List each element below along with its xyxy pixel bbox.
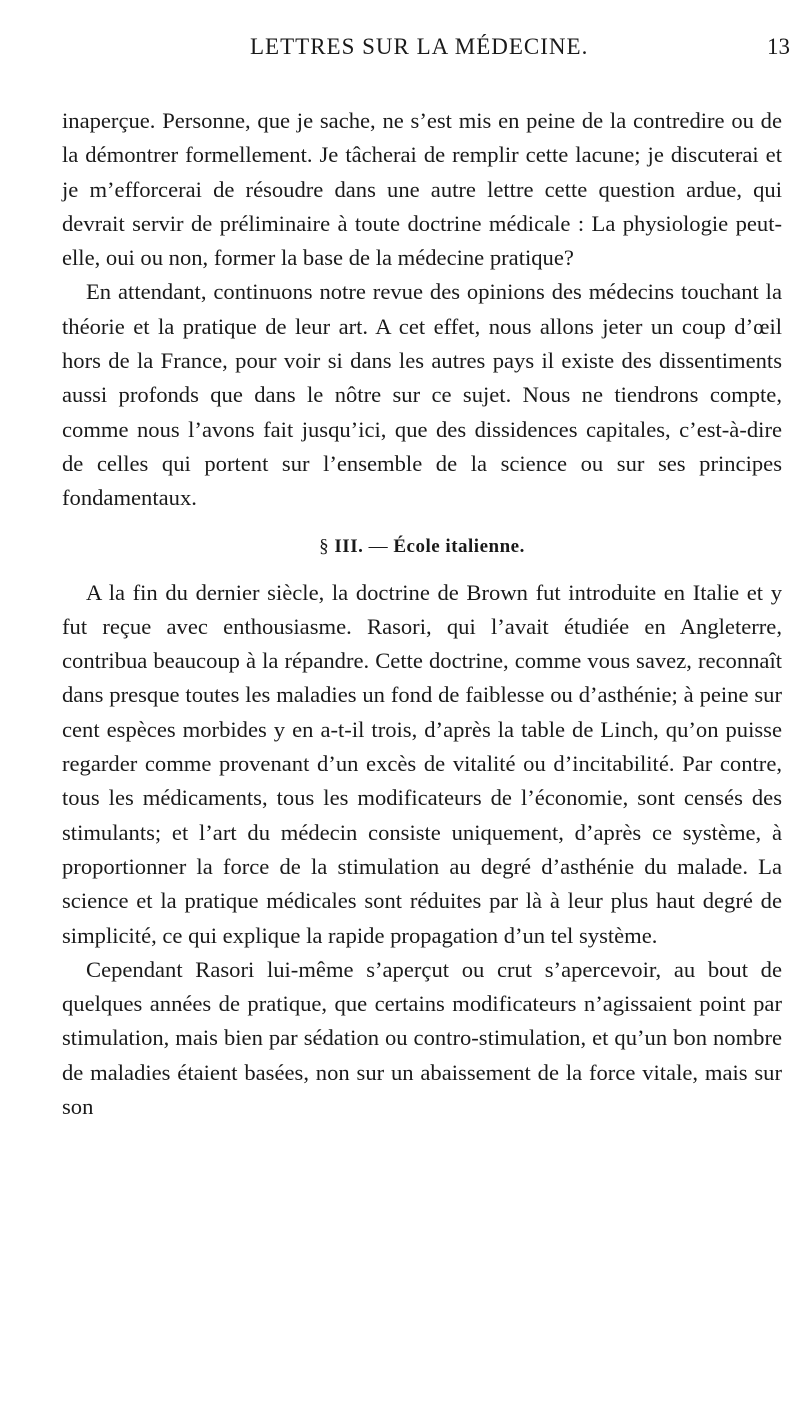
paragraph: Cependant Rasori lui-même s’aperçut ou crut s’apercevoir, au bout de quelques années de pratique, que certains modificateurs n’agissaient point par stimulation, mais bien par sédation ou contro-stimulation, et qu’un bon nombre de maladies étaient basées, non sur un abaissement de la force vitale, mais sur son: [62, 956, 782, 1120]
section-number: III.: [334, 535, 364, 557]
section-heading: [62, 536, 782, 558]
section-dash: —: [368, 535, 389, 557]
paragraph: A la fin du dernier siècle, la doctrine de Brown fut introduite en Italie et y fut reçue avec enthousiasme. Rasori, qui l’avait étudiée en Angleterre, contribua beaucoup à la répandre. Cette doctrine, comme vous savez, reconnaît dans presque toutes les maladies un fond de faiblesse ou d’asthénie; à peine sur cent espèces morbides y en a-t-il trois, d’après la table de Linch, qu’on puisse regarder comme provenant d’un excès de vitalité ou d’incitabilité. Par contre, tous les médicaments, tous les modificateurs de l’économie, sont censés des stimulants; et l’art du médecin consiste uniquement, d’après ce système, à proportionner la force de la stimulation au degré d’asthénie du malade. La science et la pratique médicales sont réduites par là à leur plus haut degré de simplicité, ce qui explique la rapide propagation d’un tel système.: [62, 579, 782, 948]
running-title: LETTRES SUR LA MÉDECINE.: [250, 34, 589, 59]
section-symbol: §: [319, 535, 330, 557]
section-title: École italienne.: [393, 535, 525, 557]
running-head: [60, 34, 790, 70]
paragraph: En attendant, continuons notre revue des opinions des médecins touchant la théorie et la pratique de leur art. A cet effet, nous allons jeter un coup d’œil hors de la France, pour voir si dans les autres pays il existe des dissentiments aussi profonds que dans le nôtre sur ce sujet. Nous ne tiendrons compte, comme nous l’avons fait jusqu’ici, que des dissidences capitales, c’est-à-dire de celles qui portent sur l’ensemble de la science ou sur ses principes fondamentaux.: [62, 279, 782, 511]
page-number: 13: [767, 34, 790, 59]
paragraph: inaperçue. Personne, que je sache, ne s’est mis en peine de la contredire ou de la démontrer formellement. Je tâcherai de remplir cette lacune; je discuterai et je m’efforcerai de résoudre dans une autre lettre cette question ardue, qui devrait servir de préliminaire à toute doctrine médicale : La physiologie peut-elle, oui ou non, former la base de la médecine pratique?: [62, 108, 782, 271]
body-text: [62, 104, 782, 1124]
